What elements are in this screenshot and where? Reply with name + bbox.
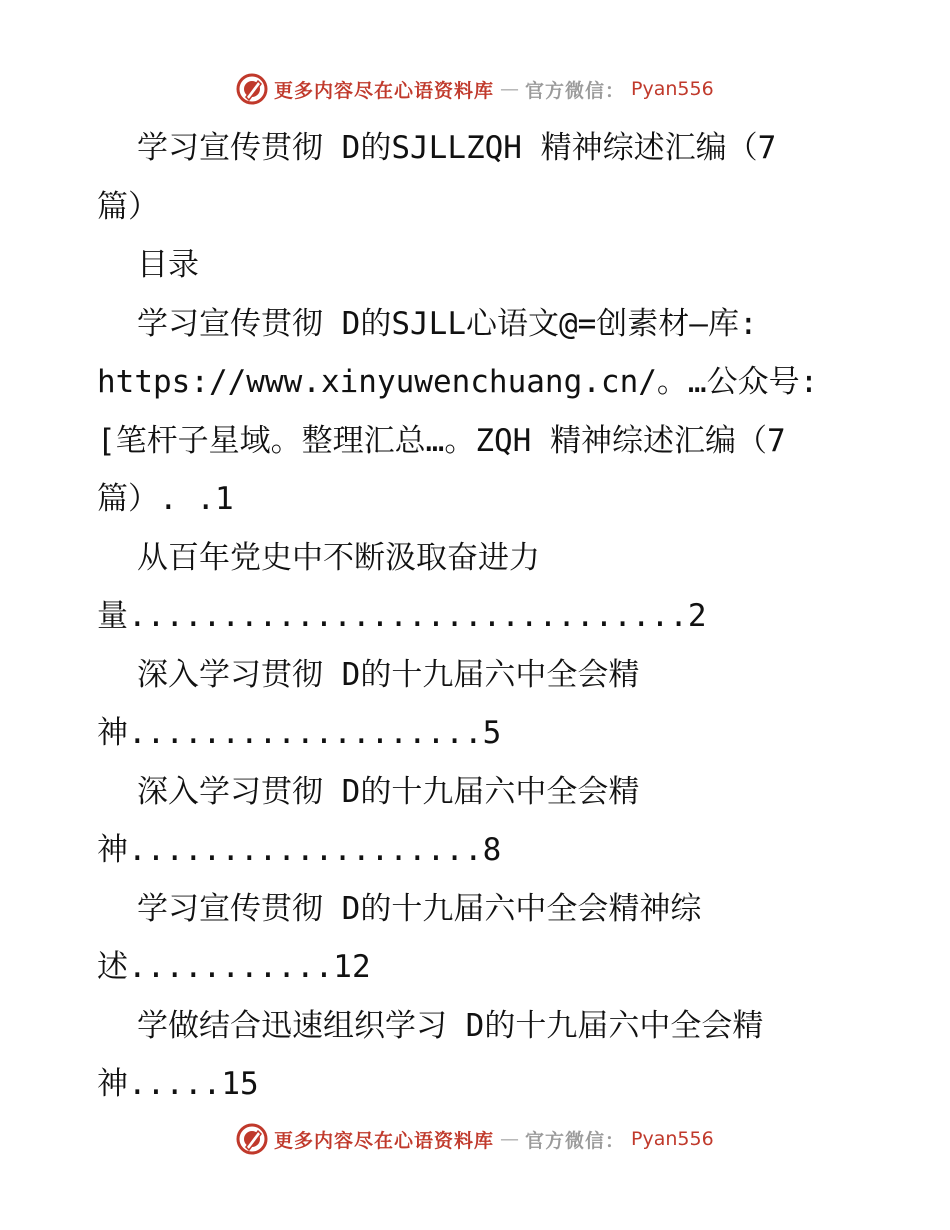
toc-entry-6-line-1: 学做结合迅速组织学习 D的十九届六中全会精 — [137, 1007, 764, 1044]
toc-entry-4-line-1: 深入学习贯彻 D的十九届六中全会精 — [137, 773, 640, 810]
toc-entry-3-line-1: 深入学习贯彻 D的十九届六中全会精 — [137, 656, 640, 693]
document-body — [97, 119, 897, 1114]
toc-entry-3-line-2: 神...................5 — [97, 715, 502, 751]
watermark-header — [236, 72, 714, 106]
toc-heading: 目录 — [137, 247, 199, 283]
toc-entry-6-line-2: 神.....15 — [97, 1066, 259, 1102]
toc-entry-1-line-2: https://www.xinyuwenchuang.cn/。…公众号: — [97, 364, 819, 400]
toc-entry-5-line-1: 学习宣传贯彻 D的十九届六中全会精神综 — [137, 890, 702, 927]
document-title-line-2: 篇） — [97, 188, 159, 225]
toc-entry-1-line-4: 篇）. .1 — [97, 481, 234, 517]
toc-entry-2-line-2: 量..............................2 — [97, 598, 707, 634]
document-title-line-1: 学习宣传贯彻 D的SJLLZQH 精神综述汇编（7 — [137, 130, 777, 166]
toc-entry-1-line-3: [笔杆子星域。整理汇总…。ZQH 精神综述汇编（7 — [97, 422, 786, 459]
watermark-wechat-id: Pyan556 — [631, 78, 714, 100]
watermark-label: 官方微信： — [525, 79, 626, 102]
toc-entry-2-line-1: 从百年党史中不断汲取奋进力 — [137, 539, 540, 576]
toc-entry-1-line-1: 学习宣传贯彻 D的SJLL心语文@=创素材—库: — [137, 305, 758, 342]
watermark-dash: — — [500, 1128, 520, 1150]
toc-entry-5-line-2: 述...........12 — [97, 949, 371, 985]
toc-entry-4-line-2: 神...................8 — [97, 832, 502, 868]
watermark-footer — [236, 1122, 714, 1156]
watermark-label: 官方微信： — [525, 1129, 626, 1152]
pen-logo-icon — [236, 1123, 268, 1155]
watermark-dash: — — [500, 78, 520, 100]
watermark-wechat-id: Pyan556 — [631, 1128, 714, 1150]
watermark-main-text: 更多内容尽在心语资料库 — [274, 1129, 495, 1152]
watermark-main-text: 更多内容尽在心语资料库 — [274, 79, 495, 102]
pen-logo-icon — [236, 73, 268, 105]
